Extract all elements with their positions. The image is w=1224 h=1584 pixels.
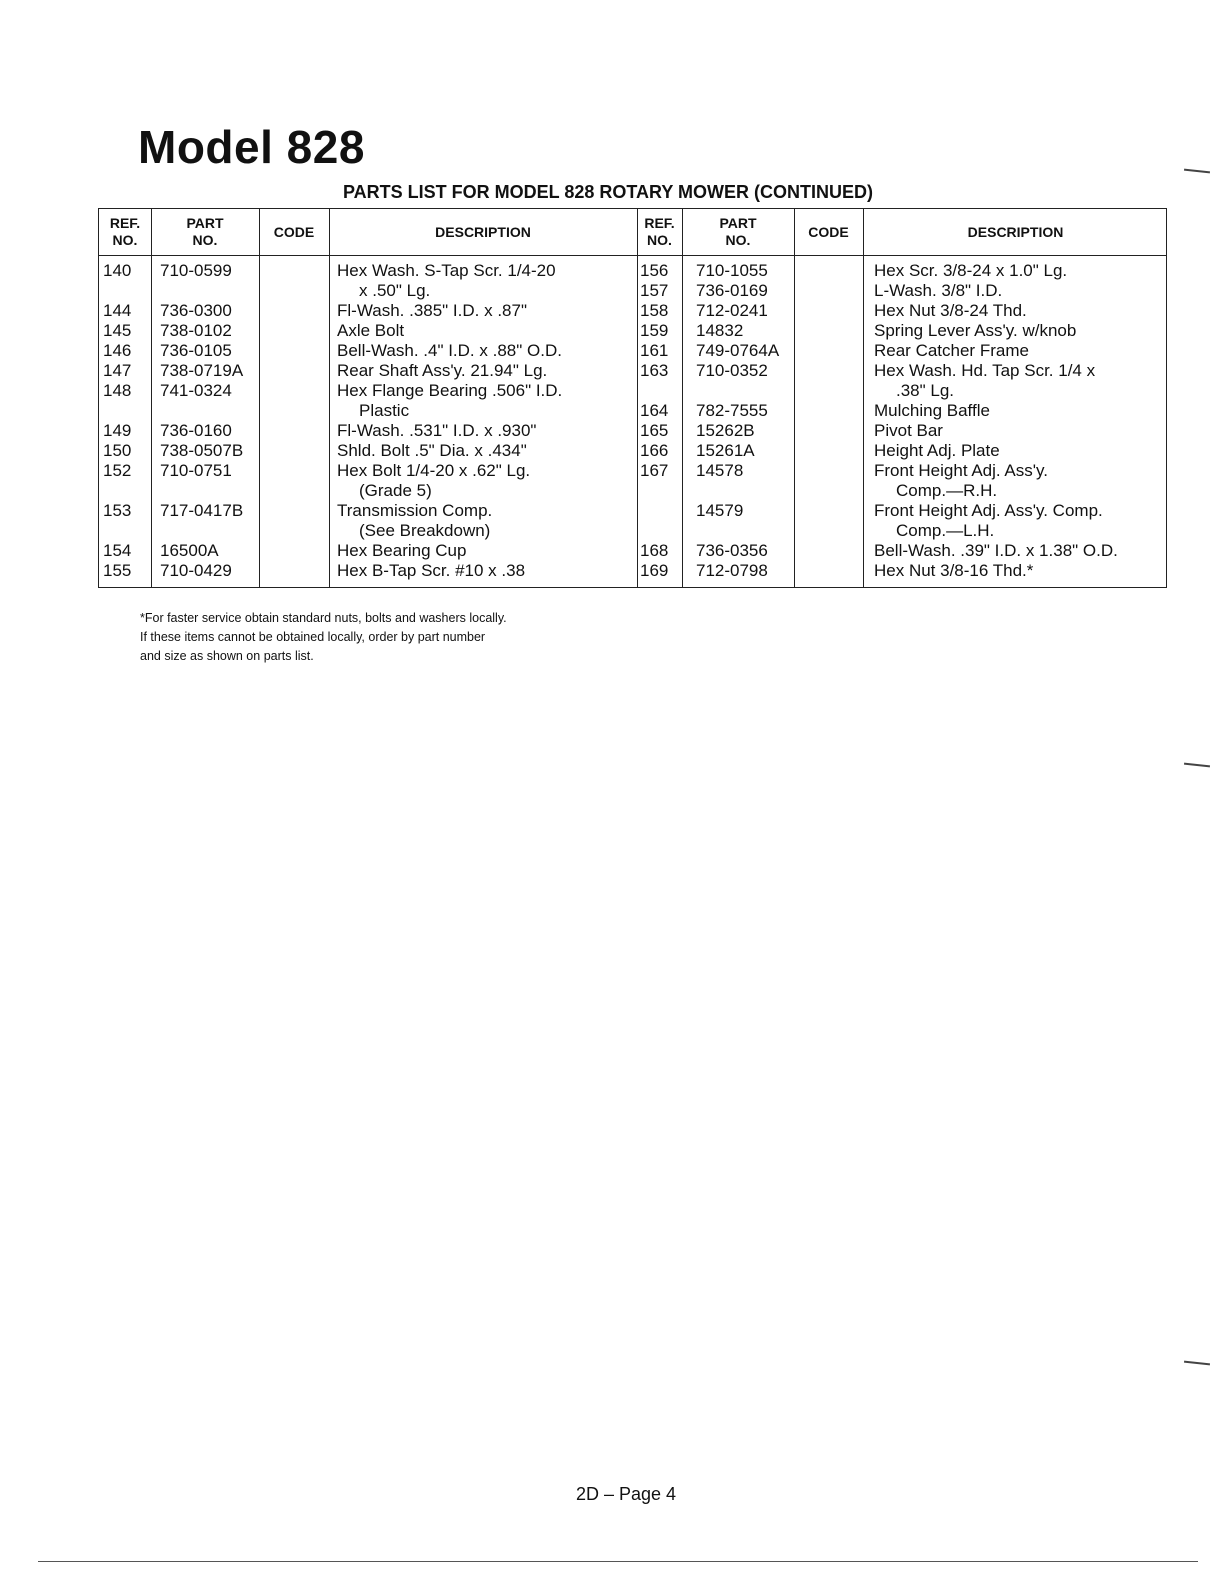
left-row-desc: Bell-Wash. .4" I.D. x .88" O.D. — [337, 341, 562, 360]
left-row-desc: Hex Bearing Cup — [337, 541, 467, 560]
parts-table — [98, 208, 1167, 588]
left-row-part: 710-0599 — [160, 261, 232, 280]
header-ref-no-right: REF. NO. — [644, 215, 675, 248]
right-row-desc: Front Height Adj. Ass'y. Comp. — [874, 501, 1103, 520]
right-row-desc: Mulching Baffle — [874, 401, 990, 420]
left-row-desc: Axle Bolt — [337, 321, 405, 340]
column-divider — [682, 209, 683, 587]
left-row-part: 738-0507B — [160, 441, 244, 460]
column-divider — [329, 209, 330, 587]
header-ref-no-left: REF. NO. — [109, 215, 141, 248]
left-row-desc: Fl-Wash. .385" I.D. x .87" — [337, 301, 527, 320]
left-row-desc: Rear Shaft Ass'y. 21.94" Lg. — [337, 361, 548, 380]
right-row-part: 712-0241 — [696, 301, 768, 320]
left-row-desc: Fl-Wash. .531" I.D. x .930" — [337, 421, 537, 440]
right-row-desc-continued: Comp.—L.H. — [896, 521, 995, 540]
right-row-ref: 156 — [640, 261, 669, 280]
right-row-ref: 164 — [640, 401, 669, 420]
right-row-desc: L-Wash. 3/8" I.D. — [874, 281, 1003, 300]
right-row-part: 15261A — [696, 441, 755, 460]
column-divider — [259, 209, 260, 587]
column-divider — [151, 209, 152, 587]
left-row-desc: Hex Wash. S-Tap Scr. 1/4-20 — [337, 261, 556, 280]
header-part-no-right: PART NO. — [719, 215, 757, 248]
right-row-ref: 163 — [640, 361, 669, 380]
page-number: 2D – Page 4 — [576, 1484, 677, 1504]
scan-edge-mark — [1184, 1361, 1210, 1366]
left-row-part: 710-0751 — [160, 461, 232, 480]
left-row-part: 736-0105 — [160, 341, 232, 360]
left-row-ref: 145 — [103, 321, 132, 340]
right-row-desc: Hex Nut 3/8-16 Thd.* — [874, 561, 1034, 580]
right-row-ref: 166 — [640, 441, 669, 460]
left-row-desc: Hex Bolt 1/4-20 x .62" Lg. — [337, 461, 531, 480]
column-divider — [863, 209, 864, 587]
right-row-desc: Height Adj. Plate — [874, 441, 1000, 460]
right-row-desc: Hex Scr. 3/8-24 x 1.0" Lg. — [874, 261, 1068, 280]
column-divider — [637, 209, 638, 587]
right-row-part: 749-0764A — [696, 341, 780, 360]
left-row-desc: Transmission Comp. — [337, 501, 493, 520]
right-row-desc: Rear Catcher Frame — [874, 341, 1029, 360]
left-row-part: 741-0324 — [160, 381, 232, 400]
right-row-ref: 157 — [640, 281, 669, 300]
parts-list-subtitle: PARTS LIST FOR MODEL 828 ROTARY MOWER (CONTINUED) — [343, 182, 874, 202]
left-row-desc-continued: Plastic — [359, 401, 410, 420]
left-row-part: 736-0160 — [160, 421, 232, 440]
bottom-rule — [38, 1561, 1198, 1562]
right-row-desc: Pivot Bar — [874, 421, 943, 440]
left-row-part: 738-0719A — [160, 361, 244, 380]
right-row-ref: 165 — [640, 421, 669, 440]
header-part-no-left: PART NO. — [186, 215, 224, 248]
left-row-desc-continued: x .50" Lg. — [359, 281, 431, 300]
left-row-ref: 150 — [103, 441, 132, 460]
left-row-part: 710-0429 — [160, 561, 232, 580]
scan-edge-mark — [1184, 169, 1210, 174]
left-row-desc-continued: (Grade 5) — [359, 481, 432, 500]
right-row-ref: 167 — [640, 461, 669, 480]
footnote-line: *For faster service obtain standard nuts, bolts and washers locally. — [140, 611, 507, 625]
right-row-desc: Front Height Adj. Ass'y. — [874, 461, 1048, 480]
right-row-desc: Hex Wash. Hd. Tap Scr. 1/4 x — [874, 361, 1096, 380]
left-row-desc: Hex Flange Bearing .506" I.D. — [337, 381, 563, 400]
left-row-ref: 148 — [103, 381, 132, 400]
footnote-line: If these items cannot be obtained locally, order by part number — [140, 630, 486, 644]
right-row-part: 710-0352 — [696, 361, 768, 380]
right-row-desc-continued: .38" Lg. — [896, 381, 955, 400]
left-row-part: 738-0102 — [160, 321, 232, 340]
right-row-ref: 169 — [640, 561, 669, 580]
left-row-part: 717-0417B — [160, 501, 244, 520]
left-row-ref: 155 — [103, 561, 132, 580]
right-row-part: 782-7555 — [696, 401, 768, 420]
left-row-desc-continued: (See Breakdown) — [359, 521, 491, 540]
header-code-right: CODE — [808, 223, 849, 240]
right-row-desc-continued: Comp.—R.H. — [896, 481, 998, 500]
left-row-desc: Shld. Bolt .5" Dia. x .434" — [337, 441, 527, 460]
left-row-desc: Hex B-Tap Scr. #10 x .38 — [337, 561, 526, 580]
right-row-part: 710-1055 — [696, 261, 768, 280]
right-row-part: 14579 — [696, 501, 744, 520]
right-row-desc: Spring Lever Ass'y. w/knob — [874, 321, 1077, 340]
right-row-ref: 159 — [640, 321, 669, 340]
header-code-left: CODE — [273, 223, 315, 240]
right-row-part: 736-0356 — [696, 541, 768, 560]
right-row-part: 712-0798 — [696, 561, 768, 580]
right-row-desc: Bell-Wash. .39" I.D. x 1.38" O.D. — [874, 541, 1118, 560]
right-row-part: 15262B — [696, 421, 755, 440]
footnote-line: and size as shown on parts list. — [140, 649, 314, 663]
page-title: Model 828 — [138, 121, 365, 173]
header-description-right: DESCRIPTION — [967, 223, 1064, 240]
right-row-part: 736-0169 — [696, 281, 768, 300]
left-row-ref: 152 — [103, 461, 132, 480]
left-row-ref: 144 — [103, 301, 132, 320]
right-row-desc: Hex Nut 3/8-24 Thd. — [874, 301, 1027, 320]
right-row-ref: 161 — [640, 341, 669, 360]
left-row-ref: 147 — [103, 361, 132, 380]
header-description-left: DESCRIPTION — [435, 223, 531, 240]
left-row-part: 16500A — [160, 541, 219, 560]
left-row-ref: 153 — [103, 501, 132, 520]
right-row-ref: 158 — [640, 301, 669, 320]
left-row-ref: 146 — [103, 341, 132, 360]
footnote — [140, 609, 660, 666]
left-row-ref: 149 — [103, 421, 132, 440]
right-row-ref: 168 — [640, 541, 669, 560]
scan-edge-mark — [1184, 763, 1210, 768]
column-divider — [794, 209, 795, 587]
right-row-part: 14578 — [696, 461, 744, 480]
left-row-part: 736-0300 — [160, 301, 232, 320]
left-row-ref: 140 — [103, 261, 132, 280]
right-row-part: 14832 — [696, 321, 744, 340]
left-row-ref: 154 — [103, 541, 132, 560]
